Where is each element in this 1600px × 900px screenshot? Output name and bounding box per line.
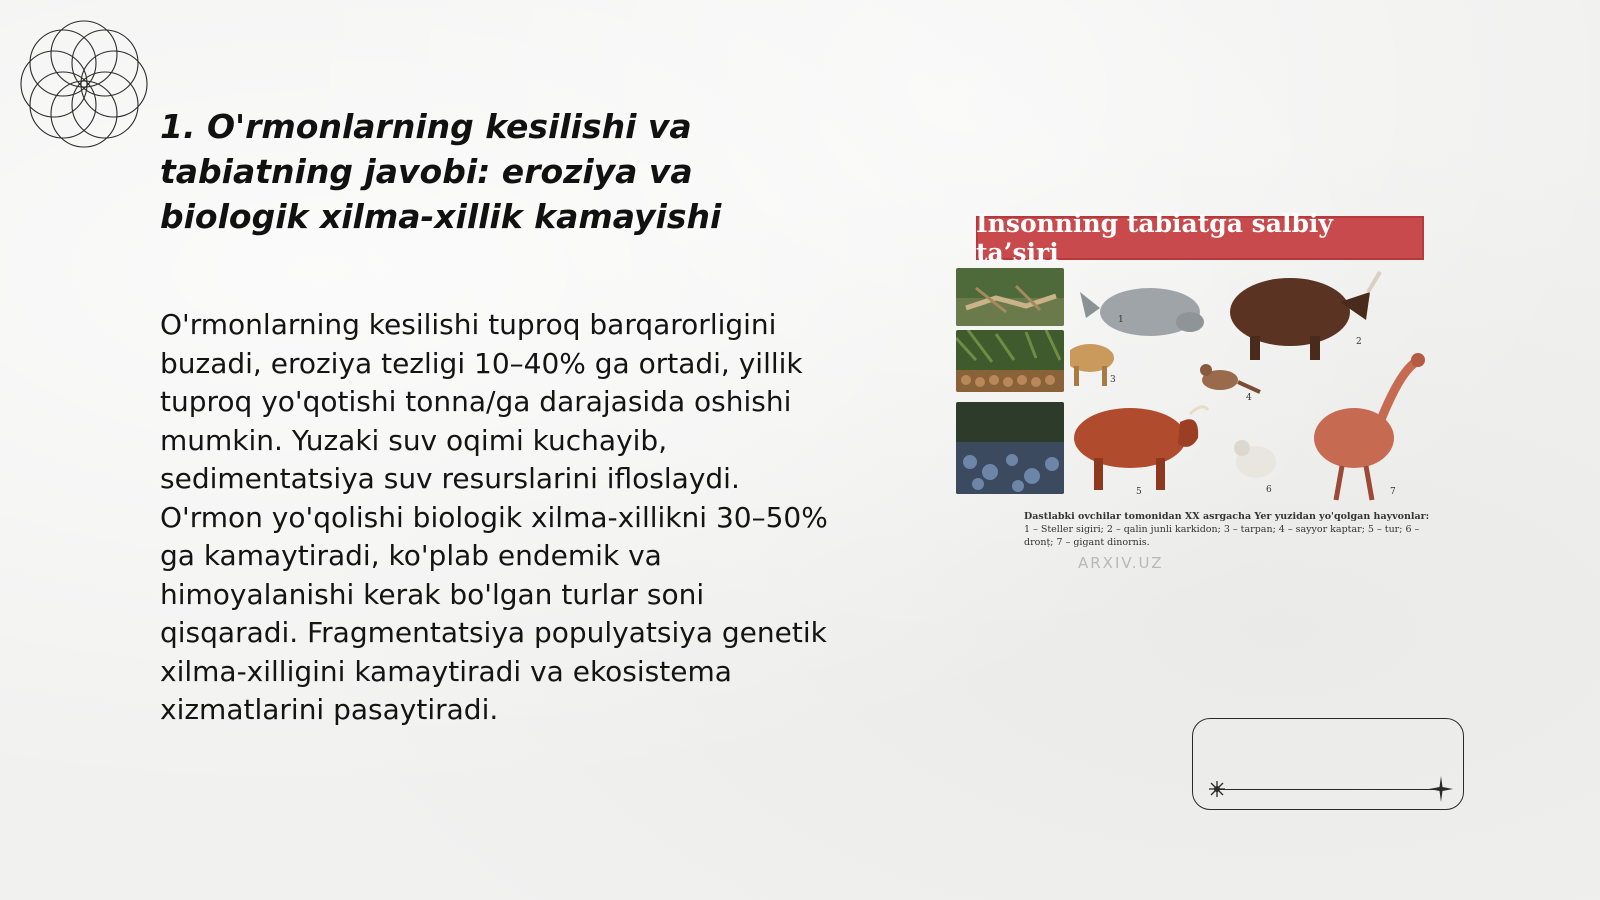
- figure-banner: Insonning tabiatga salbiy ta’siri: [976, 216, 1424, 260]
- figure-caption-title: Dastlabki ovchilar tomonidan XX asrgacha Yer yuzidan yo'qolgan hayvonlar:: [1024, 511, 1430, 522]
- slider-track: [1217, 789, 1441, 790]
- extinct-animals-figure: [950, 206, 1450, 576]
- label-2: 2: [1356, 337, 1362, 347]
- label-6: 6: [1266, 485, 1272, 495]
- sparkle-icon: [1429, 776, 1453, 802]
- extinct-animals-illustration: [1070, 262, 1450, 508]
- circle-ornament-icon: [10, 10, 158, 158]
- label-1: 1: [1118, 315, 1124, 325]
- figure-caption: [1024, 510, 1444, 549]
- label-5: 5: [1136, 487, 1142, 497]
- label-7: 7: [1390, 487, 1396, 497]
- figure-photo-column: [956, 268, 1066, 504]
- starburst-icon: [1207, 779, 1227, 799]
- forest-clearing-photo: [956, 268, 1064, 326]
- pollution-photo: [956, 402, 1064, 494]
- logging-photo: [956, 330, 1064, 392]
- label-4: 4: [1246, 393, 1252, 403]
- figure-watermark: ARXIV.UZ: [1078, 554, 1164, 572]
- slide-title: 1. O'rmonlarning kesilishi va tabiatning javobi: eroziya va biologik xilma-xillik kamayishi: [160, 107, 722, 236]
- decorative-slider-card: [1192, 718, 1464, 810]
- figure-caption-text: 1 – Steller sigiri; 2 – qalin junli karkidon; 3 – tarpan; 4 – sayyor kaptar; 5 – tur; 6 – dronț; 7 – gigant dinornis.: [1024, 524, 1420, 548]
- slide-body-text: O'rmonlarning kesilishi tuproq barqarorligini buzadi, eroziya tezligi 10–40% ga ortadi, yillik tuproq yo'qotishi tonna/ga darajasida oshishi mumkin. Yuzaki suv oqimi kuchayib, sedimentatsiya suv resurslarini ifloslaydi. O'rmon yo'qolishi biologik xilma-xillikni 30–50% ga kamaytiradi, ko'plab endemik va himoyalanishi kerak bo'lgan turlar soni qisqaradi. Fragmentatsiya populyatsiya genetik xilma-xilligini kamaytiradi va ekosistema xizmatlarini pasaytiradi.: [160, 308, 828, 726]
- label-3: 3: [1110, 375, 1116, 385]
